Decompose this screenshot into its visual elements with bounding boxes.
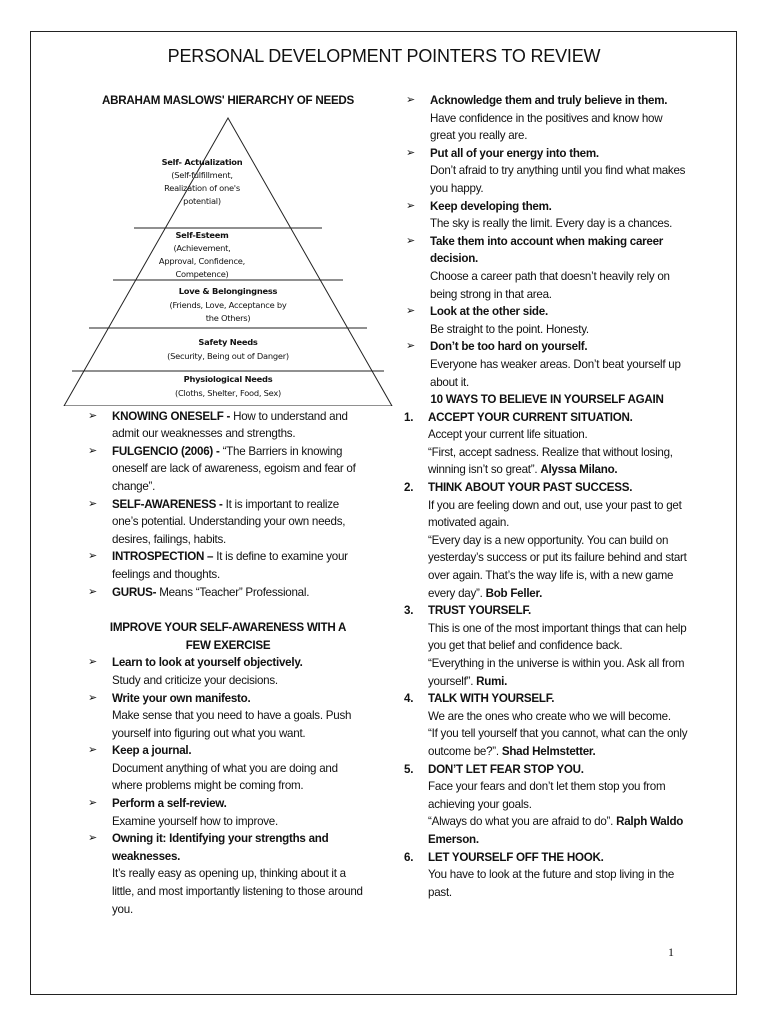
- definition-text: How to understand and admit our weaknesses and strengths.: [112, 409, 348, 441]
- list-item: [88, 443, 368, 496]
- left-column: [88, 92, 368, 918]
- item-number: 6.: [404, 850, 414, 864]
- quote-author: Rumi.: [476, 674, 508, 688]
- item-text: It’s really easy as opening up, thinking about it a little, and most importantly listening to those around you.: [112, 867, 363, 916]
- item-quote: [428, 444, 688, 479]
- level-self-esteem-desc: Approval, Confidence,: [158, 255, 246, 266]
- definition-text: It is important to realize one’s potential. Understanding your own needs, desires, failings, habits.: [112, 497, 346, 546]
- list-item: [88, 830, 368, 918]
- maslow-pyramid: [60, 114, 396, 406]
- list-item: [88, 742, 368, 795]
- list-item: [406, 602, 688, 690]
- item-quote: [428, 532, 688, 602]
- item-text: You have to look at the future and stop living in the past.: [428, 868, 675, 899]
- definition-term: FULGENCIO (2006) -: [112, 444, 223, 458]
- item-text: The sky is really the limit. Every day is a chances.: [430, 217, 673, 231]
- item-heading: Learn to look at yourself objectively.: [112, 656, 303, 670]
- item-heading: Keep developing them.: [430, 199, 552, 213]
- item-heading: Write your own manifesto.: [112, 691, 251, 705]
- list-item: [88, 408, 368, 443]
- level-safety-desc: (Security, Being out of Danger): [167, 350, 289, 361]
- improve-list: [88, 654, 368, 918]
- quote-text: “Everything in the universe is within you. Ask all from yourself”.: [428, 657, 685, 688]
- item-heading: Look at the other side.: [430, 305, 548, 319]
- list-item: [88, 690, 368, 743]
- arrow-bullet-icon: ➢: [88, 550, 97, 563]
- list-item: [88, 496, 368, 549]
- arrow-bullet-icon: ➢: [88, 797, 97, 810]
- item-heading: DON’T LET FEAR STOP YOU.: [428, 762, 584, 776]
- list-item: [88, 654, 368, 689]
- level-physiological-desc: (Cloths, Shelter, Food, Sex): [174, 387, 282, 398]
- item-text: Accept your current life situation.: [428, 428, 588, 442]
- level-self-esteem-desc: Competence): [175, 268, 229, 279]
- item-quote: [428, 725, 688, 760]
- quote-author: Shad Helmstetter.: [501, 744, 596, 758]
- item-heading: Owning it: Identifying your strengths and weaknesses.: [112, 832, 329, 863]
- arrow-bullet-icon: ➢: [406, 234, 415, 247]
- level-self-actualization-desc: potential): [183, 195, 221, 206]
- level-love-desc: the Others): [205, 312, 251, 323]
- list-item: [406, 409, 688, 479]
- ten-ways-list: [406, 409, 688, 902]
- list-item: [406, 233, 688, 303]
- level-love-title: Love & Belongingness: [178, 285, 278, 296]
- page-number: 1: [668, 945, 674, 959]
- item-heading: Put all of your energy into them.: [430, 146, 599, 160]
- definition-text: It is define to examine your feelings and thoughts.: [112, 550, 348, 581]
- list-item: [406, 690, 688, 760]
- item-heading: THINK ABOUT YOUR PAST SUCCESS.: [428, 481, 633, 495]
- item-heading: TRUST YOURSELF.: [428, 604, 531, 618]
- item-quote: [428, 813, 688, 848]
- quote-text: “If you tell yourself that you cannot, what can the only outcome be?”.: [428, 727, 688, 758]
- item-text: If you are feeling down and out, use your past to get motivated again.: [428, 498, 682, 530]
- item-number: 5.: [404, 762, 414, 776]
- list-item: [88, 548, 368, 583]
- item-number: 1.: [404, 410, 414, 424]
- arrow-bullet-icon: ➢: [88, 744, 97, 757]
- list-item: [88, 584, 368, 602]
- item-number: 3.: [404, 604, 414, 618]
- arrow-bullet-icon: ➢: [88, 497, 97, 510]
- item-text: Have confidence in the positives and know how great you really are.: [430, 111, 663, 143]
- quote-author: Ralph Waldo Emerson.: [428, 815, 684, 846]
- quote-text: “Every day is a new opportunity. You can build on yesterday’s success or put its failure behind and start over again. That’s the way life is, with a new game every day”.: [428, 533, 687, 600]
- level-self-esteem-desc: (Achievement,: [173, 242, 231, 253]
- arrow-bullet-icon: ➢: [88, 832, 97, 845]
- item-text: Study and criticize your decisions.: [112, 673, 278, 687]
- item-heading: ACCEPT YOUR CURRENT SITUATION.: [428, 410, 633, 424]
- arrow-bullet-icon: ➢: [88, 656, 97, 669]
- item-text: Choose a career path that doesn’t heavily rely on being strong in that area.: [430, 269, 670, 301]
- item-text: Everyone has weaker areas. Don’t beat yourself up about it.: [430, 357, 681, 389]
- item-text: This is one of the most important things that can help you get that belief and confidence back.: [428, 621, 687, 653]
- quote-text: “First, accept sadness. Realize that without losing, winning isn’t so great”.: [428, 445, 673, 477]
- level-self-actualization-desc: (Self-fulfillment,: [171, 169, 233, 180]
- item-heading: LET YOURSELF OFF THE HOOK.: [428, 850, 604, 864]
- item-text: Face your fears and don’t let them stop you from achieving your goals.: [428, 780, 666, 811]
- list-item: [406, 303, 688, 338]
- definition-term: GURUS-: [112, 585, 160, 599]
- arrow-bullet-icon: ➢: [406, 340, 415, 353]
- item-heading: Acknowledge them and truly believe in them.: [430, 94, 668, 107]
- item-text: Don’t afraid to try anything until you find what makes you happy.: [430, 164, 686, 195]
- item-heading: Keep a journal.: [112, 744, 192, 758]
- maslow-heading: ABRAHAM MASLOWS' HIERARCHY OF NEEDS: [101, 94, 355, 107]
- arrow-bullet-icon: ➢: [406, 305, 415, 318]
- item-text: Be straight to the point. Honesty.: [430, 322, 589, 336]
- list-item: [406, 761, 688, 849]
- definition-term: SELF-AWARENESS -: [112, 497, 226, 511]
- definition-text: Means “Teacher” Professional.: [159, 585, 310, 599]
- definition-term: INTROSPECTION –: [112, 550, 217, 564]
- level-physiological-title: Physiological Needs: [183, 373, 273, 384]
- improve-heading: IMPROVE YOUR SELF-AWARENESS WITH A FEW EXERCISE: [109, 621, 347, 652]
- quote-text: “Always do what you are afraid to do”.: [428, 815, 617, 829]
- list-item: [88, 795, 368, 830]
- level-safety-title: Safety Needs: [198, 336, 258, 347]
- item-number: 4.: [404, 692, 414, 706]
- item-heading: Perform a self-review.: [112, 797, 227, 811]
- item-heading: Don’t be too hard on yourself.: [430, 340, 588, 354]
- ten-ways-heading: 10 WAYS TO BELIEVE IN YOURSELF AGAIN: [430, 393, 664, 407]
- level-self-actualization-title: Self- Actualization: [161, 156, 243, 167]
- list-item: [406, 145, 688, 198]
- definition-text: “The Barriers in knowing oneself are lack of awareness, egoism and fear of change”.: [112, 444, 356, 493]
- item-heading: Take them into account when making career decision.: [430, 234, 664, 266]
- quote-author: Bob Feller.: [485, 586, 543, 600]
- item-number: 2.: [404, 481, 414, 495]
- list-item: [406, 198, 688, 233]
- arrow-bullet-icon: ➢: [406, 146, 415, 159]
- list-item: [406, 849, 688, 902]
- definition-term: KNOWING ONESELF -: [112, 409, 234, 423]
- strengths-list: [406, 92, 688, 391]
- list-item: [406, 92, 688, 145]
- item-text: We are the ones who create who we will become.: [428, 709, 671, 723]
- page-title: PERSONAL DEVELOPMENT POINTERS TO REVIEW: [167, 46, 601, 66]
- item-heading: TALK WITH YOURSELF.: [428, 692, 555, 706]
- definitions-list: [88, 408, 368, 602]
- item-text: Examine yourself how to improve.: [112, 814, 278, 828]
- arrow-bullet-icon: ➢: [88, 409, 97, 422]
- level-love-desc: (Friends, Love, Acceptance by: [169, 299, 287, 310]
- arrow-bullet-icon: ➢: [88, 585, 97, 598]
- item-text: Document anything of what you are doing and where problems might be coming from.: [112, 761, 338, 793]
- arrow-bullet-icon: ➢: [88, 691, 97, 704]
- item-quote: [428, 655, 688, 690]
- list-item: [406, 479, 688, 602]
- arrow-bullet-icon: ➢: [88, 444, 97, 457]
- arrow-bullet-icon: ➢: [406, 94, 415, 106]
- right-column: [406, 92, 688, 901]
- arrow-bullet-icon: ➢: [406, 199, 415, 212]
- list-item: [406, 338, 688, 391]
- level-self-esteem-title: Self-Esteem: [175, 229, 229, 240]
- item-text: Make sense that you need to have a goals. Push yourself into figuring out what you want.: [112, 709, 352, 740]
- level-self-actualization-desc: Realization of one's: [164, 182, 240, 193]
- quote-author: Alyssa Milano.: [540, 463, 618, 477]
